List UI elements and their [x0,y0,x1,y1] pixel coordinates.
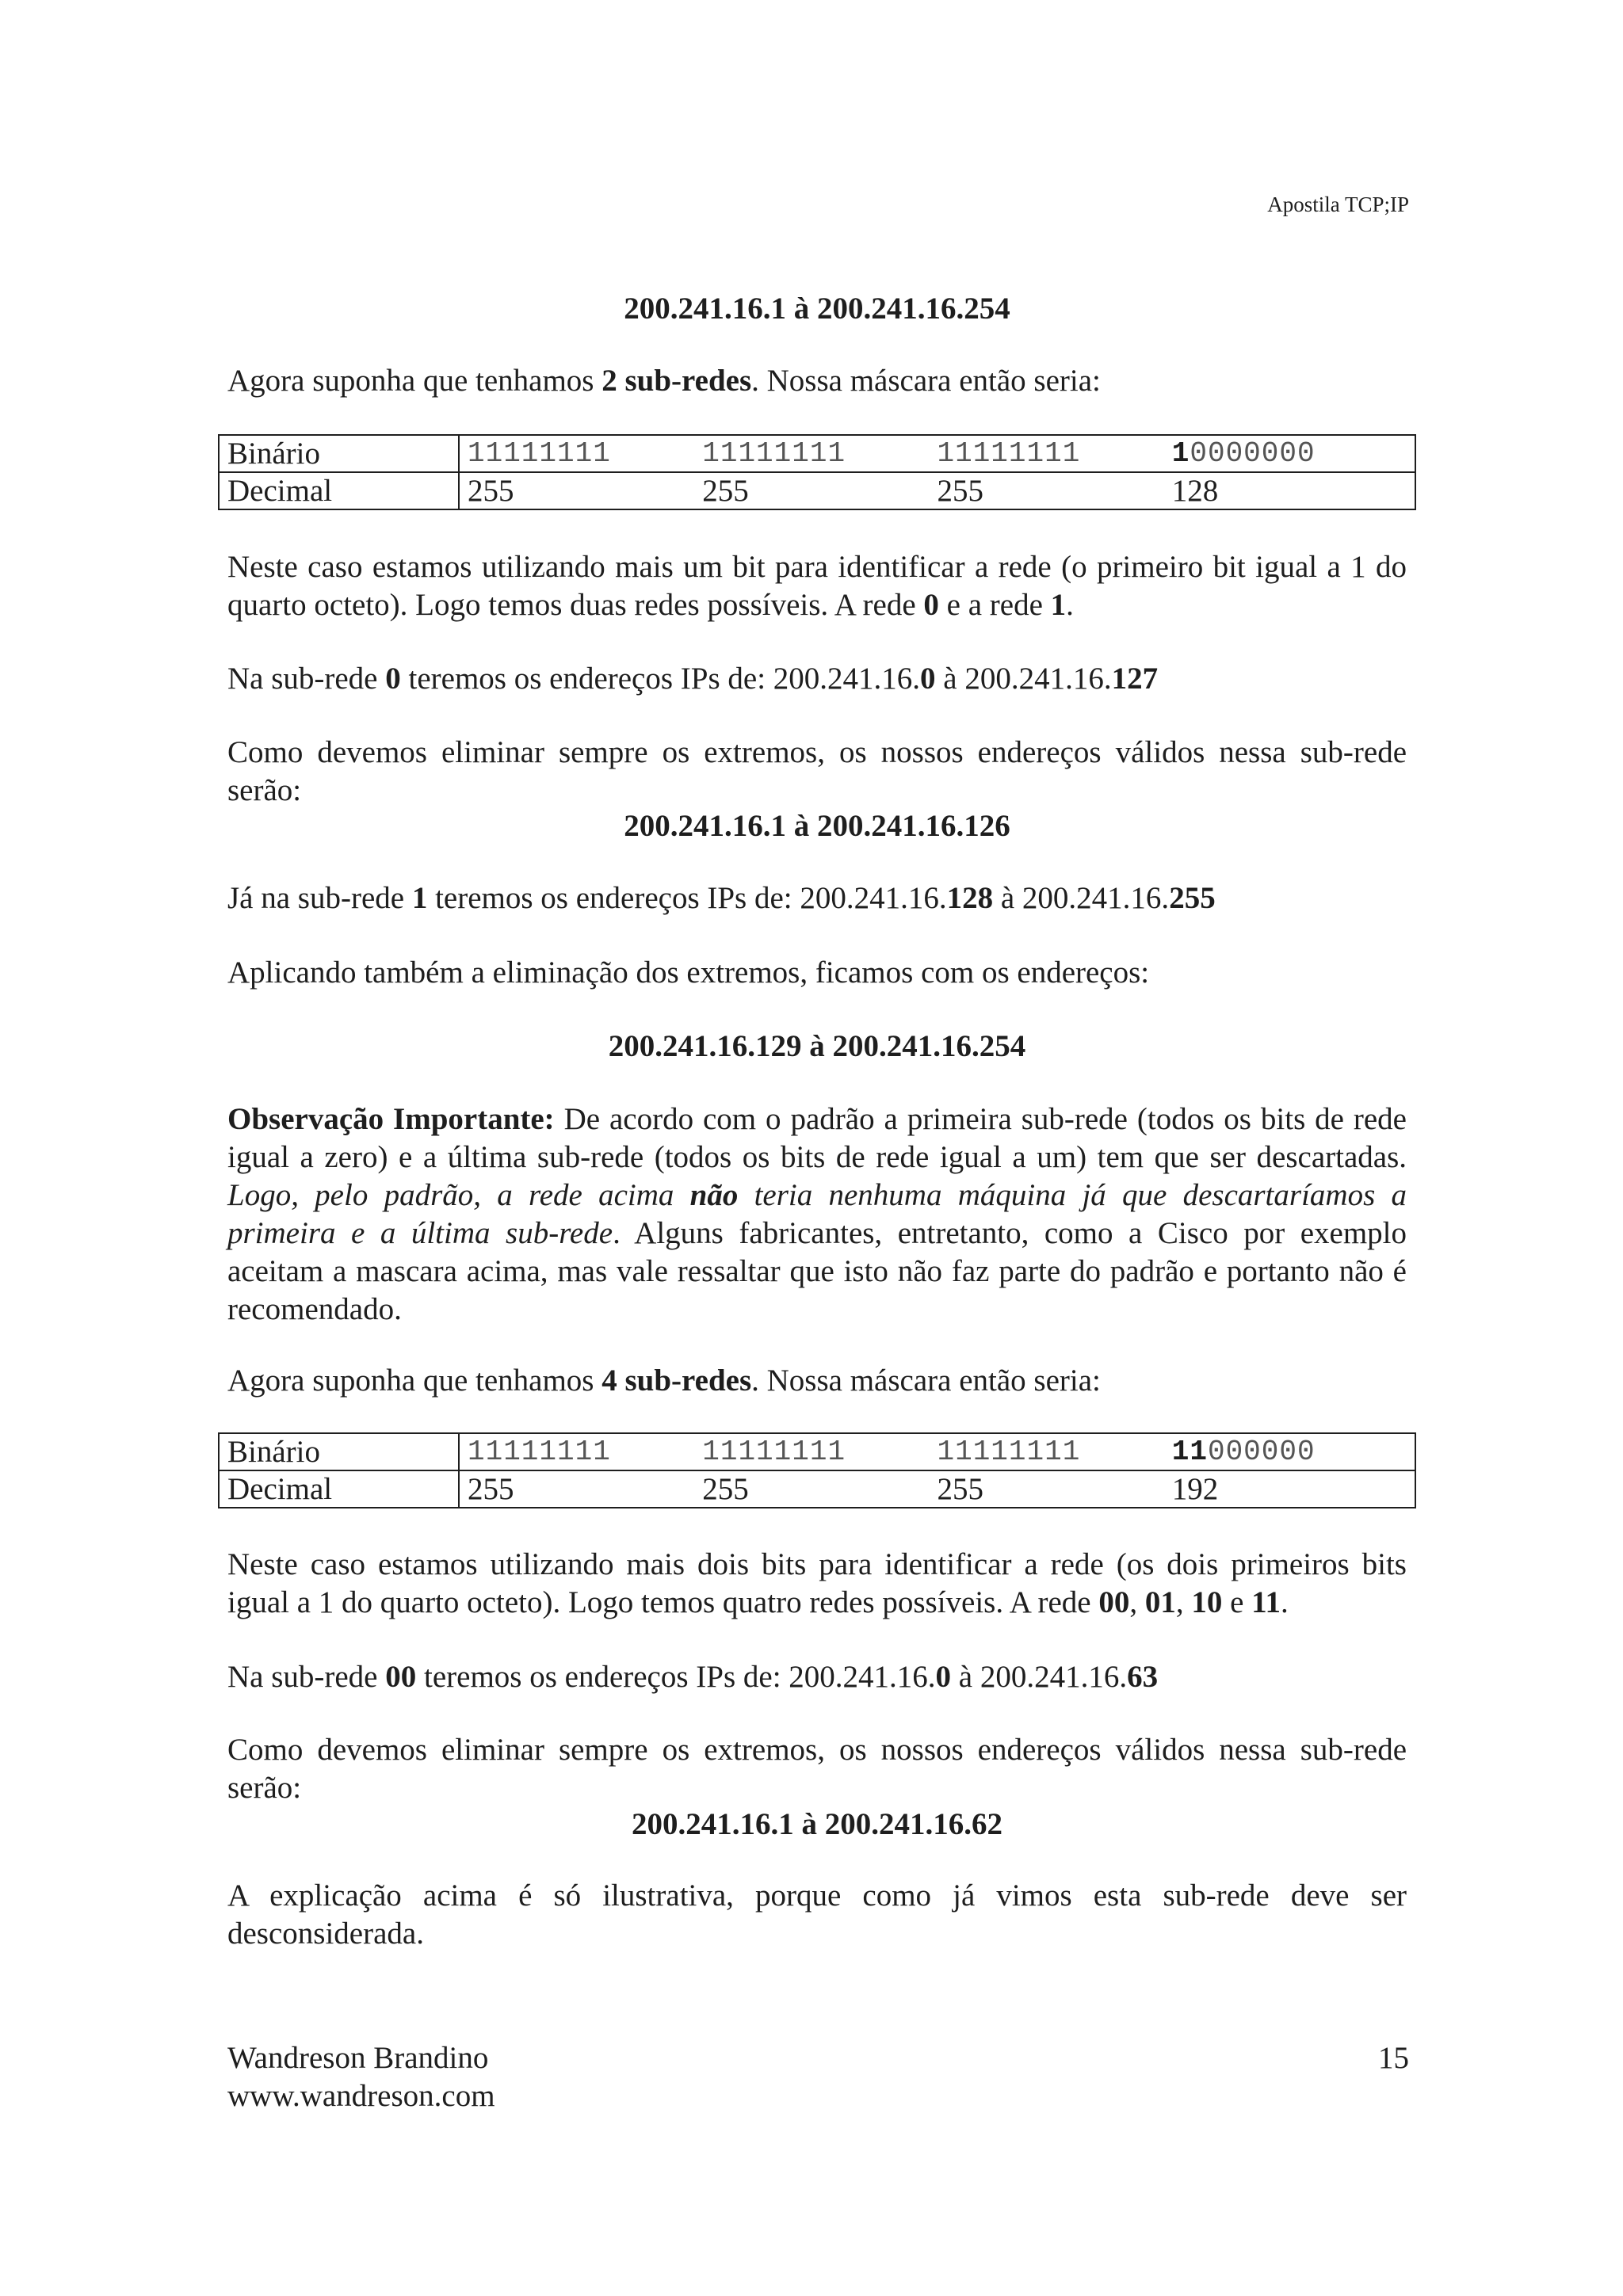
octet-3: 11111111 [937,1436,1081,1468]
running-header: Apostila TCP;IP [1267,193,1409,216]
octet-4: 128 [1171,474,1219,508]
intro-four-subnets: Agora suponha que tenhamos 4 sub-redes. Nossa máscara então seria: [227,1363,1101,1398]
octet-1: 11111111 [468,437,611,470]
mask-table-4-subnets [218,1432,1416,1508]
footer-website: www.wandreson.com [227,2079,495,2113]
apply-elimination: Aplicando também a eliminação dos extremos, ficamos com os endereços: [227,955,1150,990]
row-label: Binário [219,1433,459,1470]
range-heading-2: 200.241.16.1 à 200.241.16.126 [624,809,1010,843]
intro-two-subnets: Agora suponha que tenhamos 2 sub-redes. Nossa máscara então seria: [227,364,1101,398]
octet-4: 192 [1171,1472,1219,1506]
mask-table-2-subnets [218,434,1416,510]
table-row-binary [219,435,1415,472]
subnet-00-range: Na sub-rede 00 teremos os endereços IPs de: 200.241.16.0 à 200.241.16.63 [227,1660,1159,1694]
octet-2: 11111111 [702,437,846,470]
subnet-1-range: Já na sub-rede 1 teremos os endereços IPs de: 200.241.16.128 à 200.241.16.255 [227,881,1216,915]
footer-credits [227,2039,495,2115]
subnet-0-range: Na sub-rede 0 teremos os endereços IPs de: 200.241.16.0 à 200.241.16.127 [227,662,1159,696]
octet-4: 10000000 [1171,437,1316,470]
octet-3: 255 [937,474,983,508]
range-heading-1: 200.241.16.1 à 200.241.16.254 [624,292,1010,326]
table-row-binary [219,1433,1415,1470]
octet-2: 11111111 [702,1436,846,1468]
eliminate-extremes-1: Como devemos eliminar sempre os extremos, os nossos endereços válidos nessa sub-rede serão: [227,735,1407,807]
range-heading-4: 200.241.16.1 à 200.241.16.62 [632,1807,1002,1841]
paragraph-one-bit: Neste caso estamos utilizando mais um bit para identificar a rede (o primeiro bit igual a 1 do quarto octeto). Logo temos duas redes possíveis. A rede 0 e a rede 1. [227,550,1407,622]
table-row-decimal [219,472,1415,509]
octet-1: 255 [468,1472,514,1506]
footer-author: Wandreson Brandino [227,2041,489,2075]
range-heading-3: 200.241.16.129 à 200.241.16.254 [608,1029,1026,1063]
eliminate-extremes-2: Como devemos eliminar sempre os extremos, os nossos endereços válidos nessa sub-rede serão: [227,1733,1407,1805]
final-note: A explicação acima é só ilustrativa, porque como já vimos esta sub-rede deve ser desconsiderada. [227,1878,1407,1951]
octet-1: 11111111 [468,1436,611,1468]
row-label: Decimal [219,1470,459,1508]
table-row-decimal [219,1470,1415,1508]
octet-2: 255 [702,1472,749,1506]
octet-3: 255 [937,1472,983,1506]
important-note: Observação Importante: De acordo com o padrão a primeira sub-rede (todos os bits de rede igual a zero) e a última sub-rede (todos os bits de rede igual a um) tem que ser descartadas. Logo, pelo padrão, a rede acima não teria nenhuma máquina já que descartaríamos a primeira e a última sub-rede. Alguns fabricantes, entretanto, como a Cisco por exemplo aceitam a mascara acima, mas vale ressaltar que isto não faz parte do padrão e portanto não é recomendado. [227,1102,1407,1326]
octet-1: 255 [468,474,514,508]
page-number: 15 [1378,2041,1409,2075]
row-label: Binário [219,435,459,472]
octet-3: 11111111 [937,437,1081,470]
octet-4: 11000000 [1171,1436,1316,1468]
paragraph-two-bits: Neste caso estamos utilizando mais dois bits para identificar a rede (os dois primeiros bits igual a 1 do quarto octeto). Logo temos quatro redes possíveis. A rede 00, 01, 10 e 11. [227,1547,1407,1619]
row-label: Decimal [219,472,459,509]
octet-2: 255 [702,474,749,508]
